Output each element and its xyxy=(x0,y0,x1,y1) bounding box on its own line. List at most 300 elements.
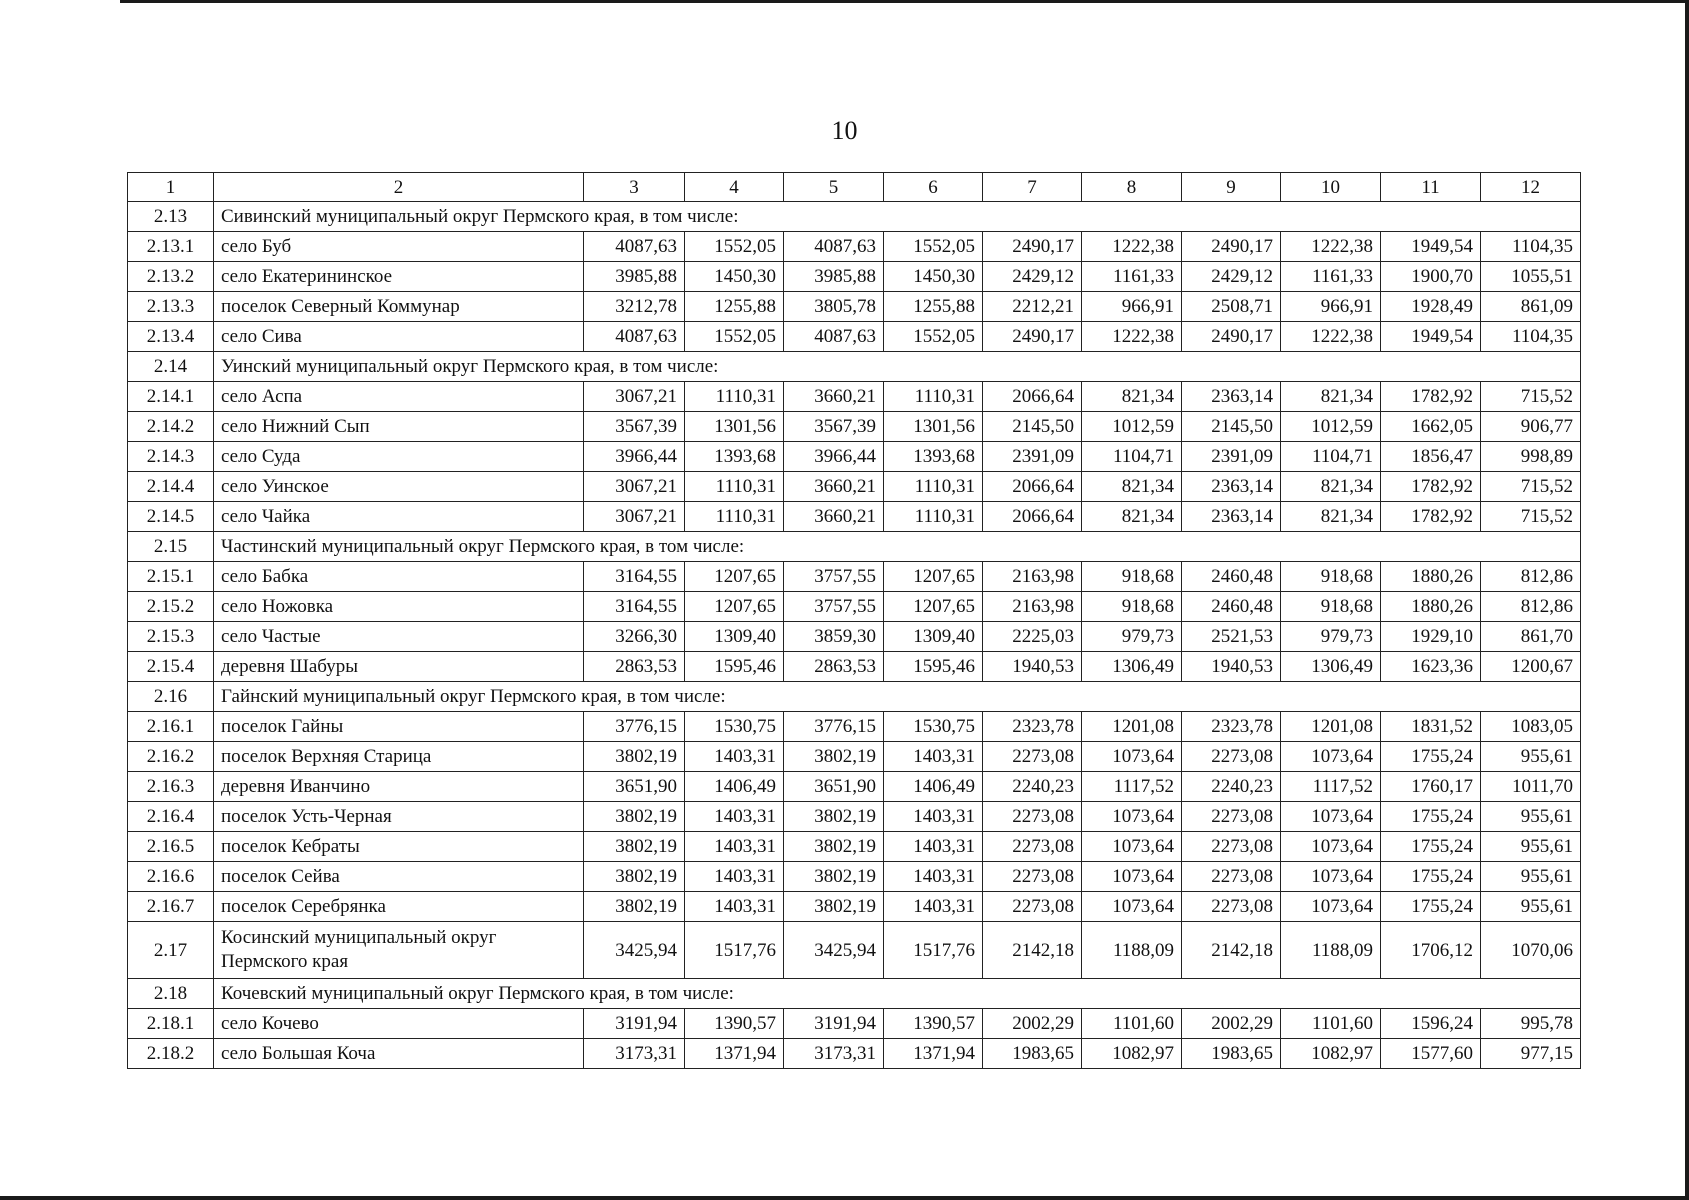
value-cell: 1104,71 xyxy=(1082,442,1182,472)
value-cell: 2163,98 xyxy=(983,562,1082,592)
value-cell: 3802,19 xyxy=(784,832,884,862)
value-cell: 3567,39 xyxy=(784,412,884,442)
value-cell: 1101,60 xyxy=(1281,1009,1381,1039)
group-name: Сивинский муниципальный округ Пермского края, в том числе: xyxy=(214,202,1581,232)
settlement-name: село Уинское xyxy=(214,472,584,502)
value-cell: 2273,08 xyxy=(1182,892,1281,922)
table-row xyxy=(128,742,1581,772)
settlement-name: поселок Кебраты xyxy=(214,832,584,862)
settlement-name: Косинский муниципальный округ Пермского края xyxy=(214,922,584,979)
table-row xyxy=(128,1039,1581,1069)
value-cell: 2863,53 xyxy=(784,652,884,682)
row-number: 2.14 xyxy=(128,352,214,382)
value-cell: 1073,64 xyxy=(1281,802,1381,832)
group-name: Гайнский муниципальный округ Пермского края, в том числе: xyxy=(214,682,1581,712)
value-cell: 1073,64 xyxy=(1281,892,1381,922)
value-cell: 1390,57 xyxy=(884,1009,983,1039)
value-cell: 1403,31 xyxy=(685,802,784,832)
table-row xyxy=(128,712,1581,742)
value-cell: 3802,19 xyxy=(584,892,685,922)
value-cell: 4087,63 xyxy=(784,232,884,262)
value-cell: 1222,38 xyxy=(1281,322,1381,352)
group-row xyxy=(128,532,1581,562)
value-cell: 1012,59 xyxy=(1281,412,1381,442)
value-cell: 2002,29 xyxy=(1182,1009,1281,1039)
value-cell: 1900,70 xyxy=(1381,262,1481,292)
value-cell: 1880,26 xyxy=(1381,562,1481,592)
value-cell: 1577,60 xyxy=(1381,1039,1481,1069)
value-cell: 955,61 xyxy=(1481,832,1581,862)
table-body xyxy=(128,173,1581,1069)
value-cell: 1200,67 xyxy=(1481,652,1581,682)
tariff-table xyxy=(127,172,1581,1069)
value-cell: 1940,53 xyxy=(1182,652,1281,682)
value-cell: 1403,31 xyxy=(685,862,784,892)
value-cell: 1306,49 xyxy=(1281,652,1381,682)
value-cell: 3425,94 xyxy=(584,922,685,979)
column-header: 9 xyxy=(1182,173,1281,202)
settlement-name: деревня Иванчино xyxy=(214,772,584,802)
value-cell: 1073,64 xyxy=(1082,832,1182,862)
column-header: 6 xyxy=(884,173,983,202)
row-number: 2.14.3 xyxy=(128,442,214,472)
value-cell: 1101,60 xyxy=(1082,1009,1182,1039)
settlement-name: поселок Северный Коммунар xyxy=(214,292,584,322)
value-cell: 1595,46 xyxy=(884,652,983,682)
value-cell: 1255,88 xyxy=(884,292,983,322)
value-cell: 821,34 xyxy=(1281,472,1381,502)
value-cell: 3985,88 xyxy=(784,262,884,292)
value-cell: 1011,70 xyxy=(1481,772,1581,802)
value-cell: 1110,31 xyxy=(884,502,983,532)
row-number: 2.16.1 xyxy=(128,712,214,742)
value-cell: 1393,68 xyxy=(884,442,983,472)
value-cell: 1595,46 xyxy=(685,652,784,682)
value-cell: 1596,24 xyxy=(1381,1009,1481,1039)
value-cell: 1201,08 xyxy=(1281,712,1381,742)
value-cell: 1070,06 xyxy=(1481,922,1581,979)
row-number: 2.14.4 xyxy=(128,472,214,502)
value-cell: 1222,38 xyxy=(1082,322,1182,352)
value-cell: 2240,23 xyxy=(1182,772,1281,802)
page-number: 10 xyxy=(831,116,858,145)
settlement-name: поселок Гайны xyxy=(214,712,584,742)
row-number: 2.17 xyxy=(128,922,214,979)
row-number: 2.14.1 xyxy=(128,382,214,412)
group-row xyxy=(128,352,1581,382)
row-number: 2.13.3 xyxy=(128,292,214,322)
value-cell: 1406,49 xyxy=(884,772,983,802)
value-cell: 3173,31 xyxy=(784,1039,884,1069)
value-cell: 3067,21 xyxy=(584,502,685,532)
row-number: 2.14.5 xyxy=(128,502,214,532)
value-cell: 1928,49 xyxy=(1381,292,1481,322)
settlement-name: село Буб xyxy=(214,232,584,262)
value-cell: 1552,05 xyxy=(685,232,784,262)
row-number: 2.15.1 xyxy=(128,562,214,592)
value-cell: 1222,38 xyxy=(1281,232,1381,262)
value-cell: 1073,64 xyxy=(1281,832,1381,862)
value-cell: 998,89 xyxy=(1481,442,1581,472)
row-number: 2.15 xyxy=(128,532,214,562)
row-number: 2.16 xyxy=(128,682,214,712)
value-cell: 2142,18 xyxy=(983,922,1082,979)
value-cell: 2508,71 xyxy=(1182,292,1281,322)
value-cell: 955,61 xyxy=(1481,802,1581,832)
value-cell: 2273,08 xyxy=(983,862,1082,892)
value-cell: 1255,88 xyxy=(685,292,784,322)
row-number: 2.15.4 xyxy=(128,652,214,682)
value-cell: 2490,17 xyxy=(1182,232,1281,262)
value-cell: 2460,48 xyxy=(1182,562,1281,592)
row-number: 2.16.4 xyxy=(128,802,214,832)
value-cell: 1403,31 xyxy=(884,862,983,892)
value-cell: 3191,94 xyxy=(584,1009,685,1039)
value-cell: 2460,48 xyxy=(1182,592,1281,622)
value-cell: 1390,57 xyxy=(685,1009,784,1039)
settlement-name: поселок Усть-Черная xyxy=(214,802,584,832)
row-number: 2.13.4 xyxy=(128,322,214,352)
table-row xyxy=(128,922,1581,979)
settlement-name: село Нижний Сып xyxy=(214,412,584,442)
value-cell: 1309,40 xyxy=(685,622,784,652)
value-cell: 1110,31 xyxy=(884,382,983,412)
column-header: 2 xyxy=(214,173,584,202)
value-cell: 3660,21 xyxy=(784,382,884,412)
value-cell: 1517,76 xyxy=(884,922,983,979)
value-cell: 1517,76 xyxy=(685,922,784,979)
table-row xyxy=(128,1009,1581,1039)
table-row xyxy=(128,292,1581,322)
value-cell: 2273,08 xyxy=(1182,862,1281,892)
column-header: 7 xyxy=(983,173,1082,202)
value-cell: 2429,12 xyxy=(983,262,1082,292)
value-cell: 821,34 xyxy=(1082,502,1182,532)
value-cell: 1880,26 xyxy=(1381,592,1481,622)
value-cell: 955,61 xyxy=(1481,742,1581,772)
value-cell: 1949,54 xyxy=(1381,322,1481,352)
value-cell: 1393,68 xyxy=(685,442,784,472)
value-cell: 3802,19 xyxy=(584,832,685,862)
value-cell: 906,77 xyxy=(1481,412,1581,442)
row-number: 2.18.1 xyxy=(128,1009,214,1039)
value-cell: 1755,24 xyxy=(1381,832,1481,862)
table-row xyxy=(128,262,1581,292)
value-cell: 1406,49 xyxy=(685,772,784,802)
value-cell: 1301,56 xyxy=(685,412,784,442)
value-cell: 2145,50 xyxy=(983,412,1082,442)
settlement-name: село Частые xyxy=(214,622,584,652)
group-row xyxy=(128,682,1581,712)
value-cell: 2273,08 xyxy=(983,892,1082,922)
value-cell: 1755,24 xyxy=(1381,802,1481,832)
value-cell: 1755,24 xyxy=(1381,892,1481,922)
value-cell: 1623,36 xyxy=(1381,652,1481,682)
row-number: 2.13.1 xyxy=(128,232,214,262)
value-cell: 977,15 xyxy=(1481,1039,1581,1069)
table-row xyxy=(128,472,1581,502)
value-cell: 3757,55 xyxy=(784,562,884,592)
value-cell: 1782,92 xyxy=(1381,382,1481,412)
value-cell: 3802,19 xyxy=(784,742,884,772)
value-cell: 1403,31 xyxy=(685,742,784,772)
scan-edge-bottom xyxy=(0,1196,1689,1200)
group-row xyxy=(128,979,1581,1009)
row-number: 2.18.2 xyxy=(128,1039,214,1069)
row-number: 2.16.6 xyxy=(128,862,214,892)
value-cell: 812,86 xyxy=(1481,562,1581,592)
value-cell: 2142,18 xyxy=(1182,922,1281,979)
value-cell: 918,68 xyxy=(1281,562,1381,592)
value-cell: 1188,09 xyxy=(1281,922,1381,979)
row-number: 2.18 xyxy=(128,979,214,1009)
value-cell: 1983,65 xyxy=(983,1039,1082,1069)
value-cell: 1782,92 xyxy=(1381,502,1481,532)
value-cell: 1073,64 xyxy=(1082,742,1182,772)
value-cell: 1012,59 xyxy=(1082,412,1182,442)
value-cell: 1188,09 xyxy=(1082,922,1182,979)
value-cell: 1073,64 xyxy=(1082,862,1182,892)
value-cell: 821,34 xyxy=(1082,472,1182,502)
value-cell: 3191,94 xyxy=(784,1009,884,1039)
table-row xyxy=(128,802,1581,832)
settlement-name: село Бабка xyxy=(214,562,584,592)
table-row xyxy=(128,862,1581,892)
column-header: 10 xyxy=(1281,173,1381,202)
value-cell: 1856,47 xyxy=(1381,442,1481,472)
value-cell: 2363,14 xyxy=(1182,382,1281,412)
value-cell: 1110,31 xyxy=(884,472,983,502)
table-row xyxy=(128,772,1581,802)
value-cell: 1161,33 xyxy=(1082,262,1182,292)
value-cell: 2323,78 xyxy=(1182,712,1281,742)
value-cell: 3859,30 xyxy=(784,622,884,652)
value-cell: 2391,09 xyxy=(983,442,1082,472)
row-number: 2.16.5 xyxy=(128,832,214,862)
value-cell: 1082,97 xyxy=(1082,1039,1182,1069)
value-cell: 2273,08 xyxy=(1182,802,1281,832)
value-cell: 4087,63 xyxy=(584,322,685,352)
value-cell: 1371,94 xyxy=(884,1039,983,1069)
settlement-name: деревня Шабуры xyxy=(214,652,584,682)
value-cell: 955,61 xyxy=(1481,892,1581,922)
value-cell: 1403,31 xyxy=(884,802,983,832)
value-cell: 2521,53 xyxy=(1182,622,1281,652)
value-cell: 3425,94 xyxy=(784,922,884,979)
value-cell: 2066,64 xyxy=(983,502,1082,532)
value-cell: 2163,98 xyxy=(983,592,1082,622)
row-number: 2.16.2 xyxy=(128,742,214,772)
table-row xyxy=(128,892,1581,922)
value-cell: 979,73 xyxy=(1281,622,1381,652)
settlement-name: село Кочево xyxy=(214,1009,584,1039)
value-cell: 2323,78 xyxy=(983,712,1082,742)
value-cell: 1755,24 xyxy=(1381,742,1481,772)
value-cell: 861,70 xyxy=(1481,622,1581,652)
row-number: 2.13.2 xyxy=(128,262,214,292)
value-cell: 2240,23 xyxy=(983,772,1082,802)
value-cell: 1110,31 xyxy=(685,472,784,502)
settlement-name: поселок Сейва xyxy=(214,862,584,892)
group-name: Кочевский муниципальный округ Пермского края, в том числе: xyxy=(214,979,1581,1009)
value-cell: 3802,19 xyxy=(784,862,884,892)
value-cell: 1104,35 xyxy=(1481,232,1581,262)
value-cell: 3164,55 xyxy=(584,592,685,622)
row-number: 2.15.3 xyxy=(128,622,214,652)
value-cell: 1104,35 xyxy=(1481,322,1581,352)
value-cell: 2212,21 xyxy=(983,292,1082,322)
value-cell: 821,34 xyxy=(1082,382,1182,412)
settlement-name: село Аспа xyxy=(214,382,584,412)
value-cell: 1403,31 xyxy=(884,832,983,862)
row-number: 2.14.2 xyxy=(128,412,214,442)
value-cell: 812,86 xyxy=(1481,592,1581,622)
value-cell: 1073,64 xyxy=(1082,892,1182,922)
column-header: 12 xyxy=(1481,173,1581,202)
settlement-name: село Ножовка xyxy=(214,592,584,622)
table-row xyxy=(128,622,1581,652)
column-header: 8 xyxy=(1082,173,1182,202)
value-cell: 3802,19 xyxy=(584,802,685,832)
value-cell: 1450,30 xyxy=(884,262,983,292)
value-cell: 1552,05 xyxy=(884,232,983,262)
value-cell: 2363,14 xyxy=(1182,472,1281,502)
value-cell: 3164,55 xyxy=(584,562,685,592)
table-row xyxy=(128,652,1581,682)
value-cell: 1552,05 xyxy=(884,322,983,352)
settlement-name: поселок Серебрянка xyxy=(214,892,584,922)
value-cell: 995,78 xyxy=(1481,1009,1581,1039)
value-cell: 1760,17 xyxy=(1381,772,1481,802)
table-row xyxy=(128,322,1581,352)
column-header: 1 xyxy=(128,173,214,202)
value-cell: 1403,31 xyxy=(685,832,784,862)
value-cell: 966,91 xyxy=(1281,292,1381,322)
value-cell: 3173,31 xyxy=(584,1039,685,1069)
scan-edge-top xyxy=(120,0,1689,3)
settlement-name: село Большая Коча xyxy=(214,1039,584,1069)
value-cell: 1117,52 xyxy=(1082,772,1182,802)
value-cell: 2002,29 xyxy=(983,1009,1082,1039)
value-cell: 1949,54 xyxy=(1381,232,1481,262)
value-cell: 1104,71 xyxy=(1281,442,1381,472)
group-row xyxy=(128,202,1581,232)
value-cell: 2863,53 xyxy=(584,652,685,682)
value-cell: 3802,19 xyxy=(784,802,884,832)
value-cell: 2490,17 xyxy=(983,322,1082,352)
value-cell: 979,73 xyxy=(1082,622,1182,652)
settlement-name: поселок Верхняя Старица xyxy=(214,742,584,772)
value-cell: 1403,31 xyxy=(884,742,983,772)
value-cell: 3567,39 xyxy=(584,412,685,442)
value-cell: 1309,40 xyxy=(884,622,983,652)
value-cell: 3651,90 xyxy=(584,772,685,802)
row-number: 2.16.3 xyxy=(128,772,214,802)
value-cell: 1530,75 xyxy=(884,712,983,742)
value-cell: 955,61 xyxy=(1481,862,1581,892)
column-header: 3 xyxy=(584,173,685,202)
value-cell: 715,52 xyxy=(1481,502,1581,532)
settlement-name: село Сива xyxy=(214,322,584,352)
value-cell: 3776,15 xyxy=(784,712,884,742)
value-cell: 2391,09 xyxy=(1182,442,1281,472)
value-cell: 3757,55 xyxy=(784,592,884,622)
value-cell: 1552,05 xyxy=(685,322,784,352)
table-row xyxy=(128,832,1581,862)
value-cell: 1207,65 xyxy=(685,562,784,592)
value-cell: 3802,19 xyxy=(784,892,884,922)
value-cell: 715,52 xyxy=(1481,382,1581,412)
value-cell: 3660,21 xyxy=(784,502,884,532)
settlement-name: село Чайка xyxy=(214,502,584,532)
value-cell: 1055,51 xyxy=(1481,262,1581,292)
value-cell: 1083,05 xyxy=(1481,712,1581,742)
value-cell: 1403,31 xyxy=(884,892,983,922)
value-cell: 1403,31 xyxy=(685,892,784,922)
value-cell: 1110,31 xyxy=(685,382,784,412)
value-cell: 1929,10 xyxy=(1381,622,1481,652)
value-cell: 3966,44 xyxy=(784,442,884,472)
value-cell: 4087,63 xyxy=(784,322,884,352)
value-cell: 966,91 xyxy=(1082,292,1182,322)
value-cell: 1073,64 xyxy=(1082,802,1182,832)
value-cell: 3776,15 xyxy=(584,712,685,742)
value-cell: 3966,44 xyxy=(584,442,685,472)
value-cell: 1450,30 xyxy=(685,262,784,292)
value-cell: 2429,12 xyxy=(1182,262,1281,292)
value-cell: 1706,12 xyxy=(1381,922,1481,979)
value-cell: 2066,64 xyxy=(983,472,1082,502)
value-cell: 2490,17 xyxy=(1182,322,1281,352)
table-row xyxy=(128,442,1581,472)
value-cell: 3802,19 xyxy=(584,862,685,892)
column-header: 4 xyxy=(685,173,784,202)
value-cell: 1082,97 xyxy=(1281,1039,1381,1069)
value-cell: 918,68 xyxy=(1082,562,1182,592)
value-cell: 2225,03 xyxy=(983,622,1082,652)
value-cell: 1371,94 xyxy=(685,1039,784,1069)
value-cell: 3067,21 xyxy=(584,382,685,412)
value-cell: 2363,14 xyxy=(1182,502,1281,532)
value-cell: 2273,08 xyxy=(983,832,1082,862)
value-cell: 3266,30 xyxy=(584,622,685,652)
value-cell: 2066,64 xyxy=(983,382,1082,412)
value-cell: 3067,21 xyxy=(584,472,685,502)
value-cell: 2273,08 xyxy=(1182,742,1281,772)
table-row xyxy=(128,562,1581,592)
table-row xyxy=(128,412,1581,442)
value-cell: 861,09 xyxy=(1481,292,1581,322)
value-cell: 1073,64 xyxy=(1281,742,1381,772)
value-cell: 1530,75 xyxy=(685,712,784,742)
value-cell: 1110,31 xyxy=(685,502,784,532)
settlement-name: село Суда xyxy=(214,442,584,472)
value-cell: 1207,65 xyxy=(884,562,983,592)
value-cell: 3985,88 xyxy=(584,262,685,292)
value-cell: 2273,08 xyxy=(983,742,1082,772)
group-name: Частинский муниципальный округ Пермского края, в том числе: xyxy=(214,532,1581,562)
column-header: 11 xyxy=(1381,173,1481,202)
value-cell: 1755,24 xyxy=(1381,862,1481,892)
value-cell: 821,34 xyxy=(1281,382,1381,412)
value-cell: 4087,63 xyxy=(584,232,685,262)
value-cell: 1782,92 xyxy=(1381,472,1481,502)
value-cell: 2273,08 xyxy=(1182,832,1281,862)
settlement-name: село Екатерининское xyxy=(214,262,584,292)
row-number: 2.16.7 xyxy=(128,892,214,922)
table-header-row xyxy=(128,173,1581,202)
value-cell: 918,68 xyxy=(1281,592,1381,622)
